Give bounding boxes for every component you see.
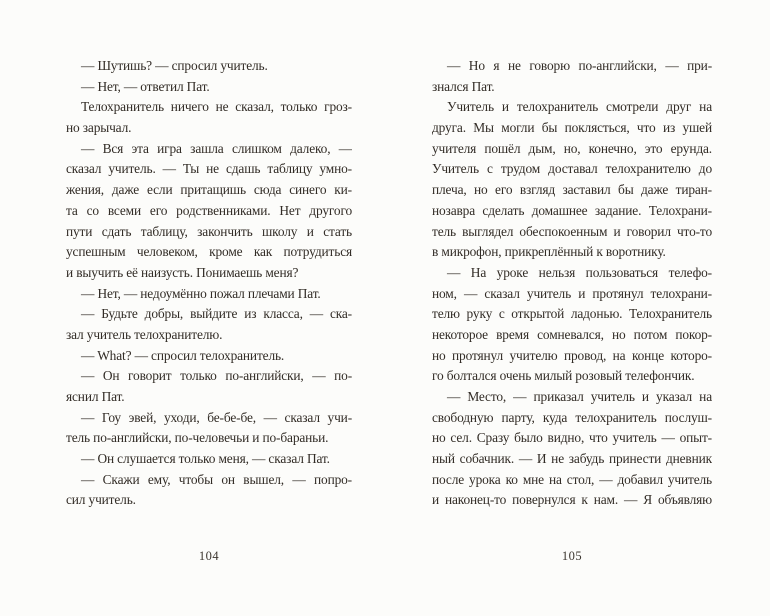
text-line: свободную парту, куда телохранитель послуш-	[432, 409, 712, 425]
text-line: тель по-английски, по-человечьи и по-бараньи.	[66, 430, 329, 446]
text-line: зал учитель телохранителю.	[66, 326, 223, 342]
text-line: — Он говорит только по-английски, — по-	[81, 368, 352, 384]
text-line: — Нет, — ответил Пат.	[81, 78, 210, 94]
text-line: Учитель с трудом доставал телохранителю до	[432, 161, 712, 177]
text-line: — Скажи ему, чтобы он вышел, — попро-	[81, 471, 352, 487]
text-line: знался Пат.	[432, 78, 495, 94]
text-line: тель выглядел обеспокоенным и говорил что-то	[432, 223, 712, 239]
page-right-text-column	[432, 56, 712, 511]
text-line: но протянул учителю провод, на конце которо-	[432, 347, 712, 363]
text-line: сил учитель.	[66, 492, 136, 508]
text-line: — Нет, — недоумённо пожал плечами Пат.	[81, 285, 321, 301]
text-line: плеча, но его взгляд заставил бы даже тиран-	[432, 182, 712, 198]
text-line: пути сдать таблицу, закончить школу и стать	[66, 223, 352, 239]
text-line: ном, — сказал учитель и протянул телохрани-	[432, 285, 712, 301]
text-line: — Вся эта игра зашла слишком далеко, —	[81, 140, 352, 156]
text-line: Телохранитель ничего не сказал, только гроз-	[81, 99, 352, 115]
page-left-text-column	[66, 56, 352, 511]
text-line: и выучить её наизусть. Понимаешь меня?	[66, 264, 299, 280]
text-line: некоторое время сомневался, но потом покор-	[432, 326, 712, 342]
text-line: после урока ко мне на стол, — добавил учитель	[432, 471, 712, 487]
page-number-left: 104	[198, 549, 220, 563]
text-line: Учитель и телохранитель смотрели друг на	[447, 99, 712, 115]
text-line: нозавра сделать домашнее задание. Телохрани-	[432, 202, 712, 218]
text-line: — Он слушается только меня, — сказал Пат.	[81, 451, 330, 467]
text-line: та со всеми его родственниками. Нет другого	[66, 202, 352, 218]
text-line: телю руку с открытой ладонью. Телохранитель	[432, 306, 712, 322]
text-line: друга. Мы могли бы поклясться, что из ушей	[432, 120, 712, 136]
text-line: — Но я не говорю по-английски, — при-	[447, 58, 712, 73]
text-line: и наконец-то повернулся к нам. — Я объявляю	[432, 492, 712, 508]
text-line: ный собачник. — И не забудь принести дневник	[432, 451, 712, 467]
text-line: го болтался очень милый розовый телефончик.	[432, 368, 695, 384]
text-line: жения, даже если притащишь сюда синего ки-	[66, 182, 352, 198]
text-line: — Шутишь? — спросил учитель.	[81, 58, 268, 73]
text-line: сказал учитель. — Ты не сдашь таблицу умно-	[66, 161, 352, 177]
text-line: в микрофон, прикреплённый к воротнику.	[432, 244, 666, 260]
text-line: успешным человеком, кроме как потрудиться	[66, 244, 352, 260]
text-line: учителя пошёл дым, но, конечно, это ерунда.	[432, 140, 712, 156]
text-line: но сел. Сразу было видно, что учитель — опыт-	[432, 430, 712, 446]
text-line: — Гоу эвей, уходи, бе-бе-бе, — сказал учи-	[81, 409, 352, 425]
text-line: — На уроке нельзя пользоваться телефо-	[447, 264, 712, 280]
text-line: — Будьте добры, выйдите из класса, — ска-	[81, 306, 352, 322]
text-line: — Место, — приказал учитель и указал на	[447, 389, 712, 404]
page-number-right: 105	[561, 549, 583, 563]
text-line: яснил Пат.	[66, 389, 125, 404]
text-line: — What? — спросил телохранитель.	[81, 347, 285, 363]
text-line: но зарычал.	[66, 120, 132, 136]
